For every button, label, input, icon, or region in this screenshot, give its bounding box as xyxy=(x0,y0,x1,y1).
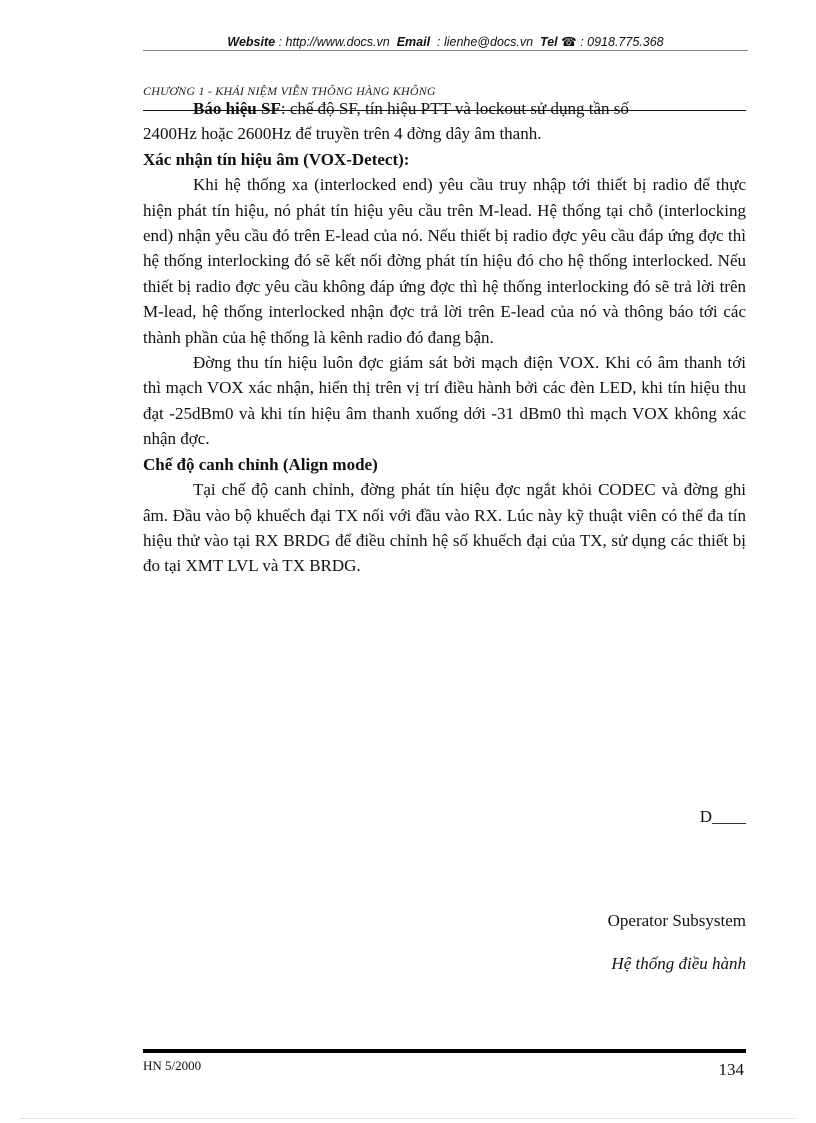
sf-text: : chế độ SF, tín hiệu PTT và lockout sử dụng tần số xyxy=(280,99,629,118)
footer-divider xyxy=(143,1049,746,1053)
document-body xyxy=(143,96,746,579)
website-value[interactable]: : http://www.docs.vn xyxy=(278,35,390,49)
sf-heading: Báo hiệu SF xyxy=(193,99,281,118)
paragraph-vox-monitor: Đờng thu tín hiệu luôn đợc giám sát bởi mạch điện VOX. Khi có âm thanh tới thì mạch VOX xác nhận, hiển thị trên vị trí điều hành bởi các đèn LED, khi tín hiệu thu đạt -25dBm0 và khi tín hiệu âm thanh xuống dới -31 dBm0 thì mạch VOX không xác nhận đợc. xyxy=(143,353,746,449)
subsystem-english: Operator Subsystem xyxy=(607,911,746,930)
subsystem-vietnamese: Hệ thống điều hành xyxy=(611,954,746,973)
telephone-icon: ☎ xyxy=(561,35,577,49)
website-label: Website xyxy=(227,35,276,49)
header-divider xyxy=(143,50,748,51)
paragraph-align-mode: Tại chế độ canh chỉnh, đờng phát tín hiệu đợc ngắt khỏi CODEC và đờng ghi âm. Đầu vào bộ khuếch đại TX nối với đầu vào RX. Lúc này kỹ thuật viên có thể đa tín hiệu thử vào tại RX BRDG để điều chỉnh hệ số khuếch đại của TX, sử dụng các thiết bị đo tại XMT LVL và TX BRDG. xyxy=(143,480,746,576)
page-bottom-border xyxy=(20,1118,796,1119)
tel-value: : 0918.775.368 xyxy=(580,35,664,49)
footer-date: HN 5/2000 xyxy=(143,1058,202,1073)
chapter-title: CHƯƠNG 1 - KHÁI NIỆM VIỄN THÔNG HÀNG KHÔNG xyxy=(143,84,436,98)
paragraph-vox-request: Khi hệ thống xa (interlocked end) yêu cầu truy nhập tới thiết bị radio để thực hiện phát tín hiệu, nó phát tín hiệu yêu cầu trên M-lead. Hệ thống tại chỗ (interlocking end) nhận yêu cầu đó trên E-lead của nó. Nếu thiết bị radio đợc yêu cầu đáp ứng đợc thì hệ thống interlocking đó sẽ kết nối đờng phát tín hiệu đó cho hệ thống interlocked. Nếu thiết bị radio đợc yêu cầu không đáp ứng đợc thì hệ thống interlocking đó sẽ trả lời trên M-lead, hệ thống interlocked nhận đợc trả lời trên E-lead của nó và thông báo tới các thành phần của hệ thống là kênh radio đó đang bận. xyxy=(143,175,746,347)
sf-paragraph-start xyxy=(143,96,746,121)
section-heading-align: Chế độ canh chỉnh (Align mode) xyxy=(143,454,378,474)
signature-line: D____ xyxy=(699,807,746,826)
email-value[interactable]: : lienhe@docs.vn xyxy=(437,35,534,49)
sf-paragraph-end: 2400Hz hoặc 2600Hz để truyền trên 4 đờng dây âm thanh. xyxy=(143,124,542,144)
page-header xyxy=(143,34,748,49)
tel-label: Tel xyxy=(540,35,558,49)
page-number: 134 xyxy=(718,1060,744,1079)
email-label: Email xyxy=(396,35,431,49)
section-heading-vox: Xác nhận tín hiệu âm (VOX-Detect): xyxy=(143,149,410,169)
